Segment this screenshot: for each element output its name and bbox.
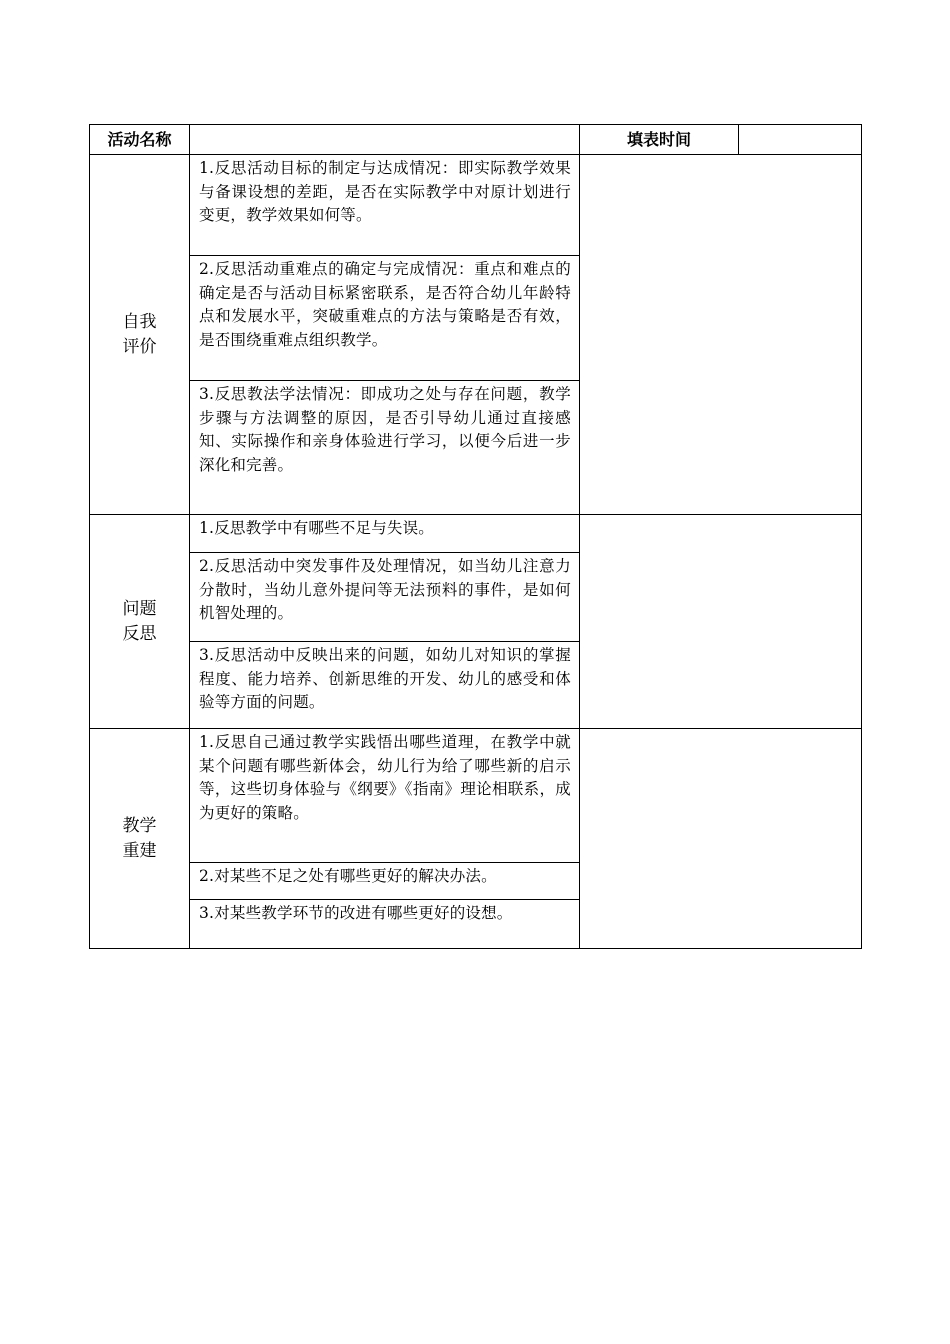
teaching-reconstruction-label: 教学 重建 (90, 729, 190, 949)
fill-time-label: 填表时间 (580, 125, 739, 155)
teaching-reconstruction-notes[interactable] (580, 729, 862, 949)
teaching-reflection-form (89, 124, 862, 949)
self-evaluation-item-3: 3.反思教法学法情况：即成功之处与存在问题，教学步骤与方法调整的原因，是否引导幼儿通过直接感知、实际操作和亲身体验进行学习，以便今后进一步深化和完善。 (190, 381, 580, 515)
problem-reflection-notes[interactable] (580, 515, 862, 729)
fill-time-field[interactable] (739, 125, 862, 155)
problem-reflection-item-1: 1.反思教学中有哪些不足与失误。 (190, 515, 580, 553)
teaching-reconstruction-row-1 (90, 729, 862, 863)
self-evaluation-item-2: 2.反思活动重难点的确定与完成情况：重点和难点的确定是否与活动目标紧密联系，是否符合幼儿年龄特点和发展水平，突破重难点的方法与策略是否有效，是否围绕重难点组织教学。 (190, 256, 580, 381)
teaching-reconstruction-item-2: 2.对某些不足之处有哪些更好的解决办法。 (190, 863, 580, 900)
self-evaluation-row-1 (90, 155, 862, 256)
problem-reflection-row-1 (90, 515, 862, 553)
teaching-reconstruction-item-1: 1.反思自己通过教学实践悟出哪些道理，在教学中就某个问题有哪些新体会，幼儿行为给了哪些新的启示等，这些切身体验与《纲要》《指南》理论相联系，成为更好的策略。 (190, 729, 580, 863)
problem-reflection-item-2: 2.反思活动中突发事件及处理情况，如当幼儿注意力分散时，当幼儿意外提问等无法预料的事件，是如何机智处理的。 (190, 553, 580, 642)
self-evaluation-item-1: 1.反思活动目标的制定与达成情况：即实际教学效果与备课设想的差距，是否在实际教学中对原计划进行变更，教学效果如何等。 (190, 155, 580, 256)
teaching-reconstruction-item-3: 3.对某些教学环节的改进有哪些更好的设想。 (190, 900, 580, 949)
self-evaluation-notes[interactable] (580, 155, 862, 515)
self-evaluation-label: 自我 评价 (90, 155, 190, 515)
activity-name-label: 活动名称 (90, 125, 190, 155)
problem-reflection-item-3: 3.反思活动中反映出来的问题，如幼儿对知识的掌握程度、能力培养、创新思维的开发、幼儿的感受和体验等方面的问题。 (190, 642, 580, 729)
problem-reflection-label: 问题 反思 (90, 515, 190, 729)
header-row (90, 125, 862, 155)
activity-name-field[interactable] (190, 125, 580, 155)
